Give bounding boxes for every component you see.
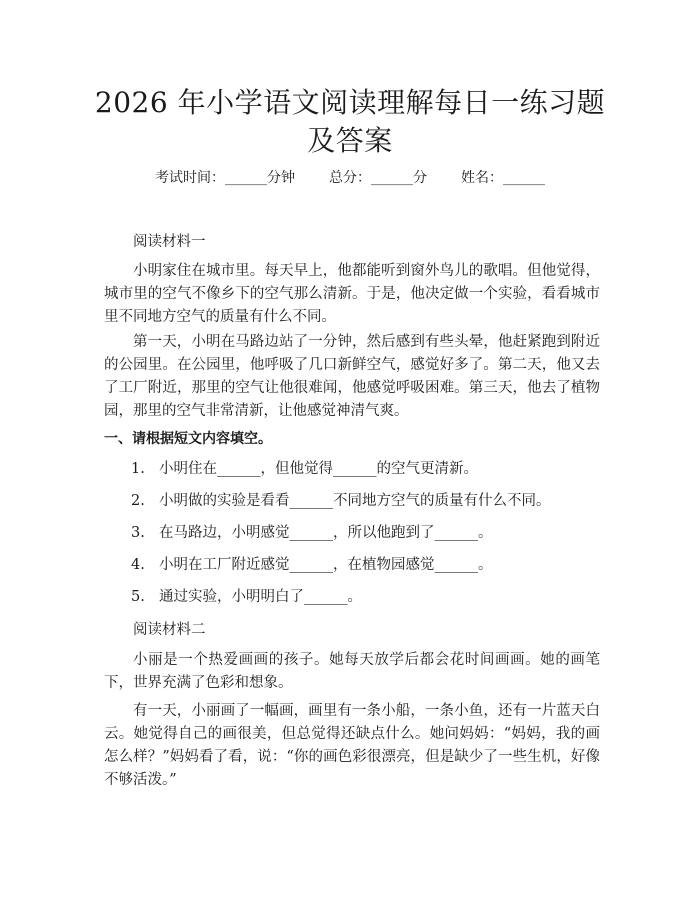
material-1-paragraph-2: 第一天，小明在马路边站了一分钟，然后感到有些头晕，他赶紧跑到附近的公园里。在公园里，他呼吸了几口新鲜空气，感觉好多了。第二天，他又去了工厂附近，那里的空气让他很难闻，他感觉呼吸困难。第三天，他去了植物园，那里的空气非常清新，让他感觉神清气爽。: [104, 334, 600, 419]
page-title: 2026 年小学语文阅读理解每日一练习题及答案: [94, 86, 606, 157]
question-text: 通过实验，小明明白了______。: [159, 589, 362, 605]
question-1: [131, 459, 601, 479]
exam-time-label: 考试时间：______分钟: [155, 170, 295, 186]
material-1-label: 阅读材料一: [133, 234, 206, 250]
material-2-label: 阅读材料二: [133, 622, 206, 638]
question-number: 5.: [131, 589, 145, 605]
material-2-paragraph-2: 有一天，小丽画了一幅画，画里有一条小船，一条小鱼，还有一片蓝天白云。她觉得自己的画很美，但总觉得还缺点什么。她问妈妈：“妈妈，我的画怎么样？”妈妈看了看，说：“你的画色彩很漂亮，但是缺少了一些生机，好像不够活泼。”: [104, 703, 600, 788]
question-number: 3.: [131, 525, 145, 541]
question-number: 4.: [131, 557, 145, 573]
question-number: 2.: [131, 493, 145, 509]
question-number: 1.: [131, 461, 145, 477]
question-text: 小明做的实验是看看______不同地方空气的质量有什么不同。: [159, 493, 551, 509]
material-2-paragraph-1: 小丽是一个热爱画画的孩子。她每天放学后都会花时间画画。她的画笔下，世界充满了色彩和想象。: [104, 652, 600, 691]
name-label: 姓名：______: [461, 170, 545, 186]
material-1-paragraph-1: 小明家住在城市里。每天早上，他都能听到窗外鸟儿的歌唱。但他觉得，城市里的空气不像乡下的空气那么清新。于是，他决定做一个实验，看看城市里不同地方空气的质量有什么不同。: [104, 263, 600, 325]
question-3: [131, 523, 601, 543]
exam-meta-line: [0, 168, 700, 188]
question-text: 在马路边，小明感觉______，所以他跑到了______。: [159, 525, 493, 541]
section-1-heading: 一、请根据短文内容填空。: [104, 431, 272, 447]
question-2: [131, 491, 601, 511]
total-score-label: 总分：______分: [329, 170, 427, 186]
question-4: [131, 555, 601, 575]
question-5: [131, 587, 601, 607]
question-text: 小明住在______，但他觉得______的空气更清新。: [159, 461, 478, 477]
question-text: 小明在工厂附近感觉______，在植物园感觉______。: [159, 557, 493, 573]
